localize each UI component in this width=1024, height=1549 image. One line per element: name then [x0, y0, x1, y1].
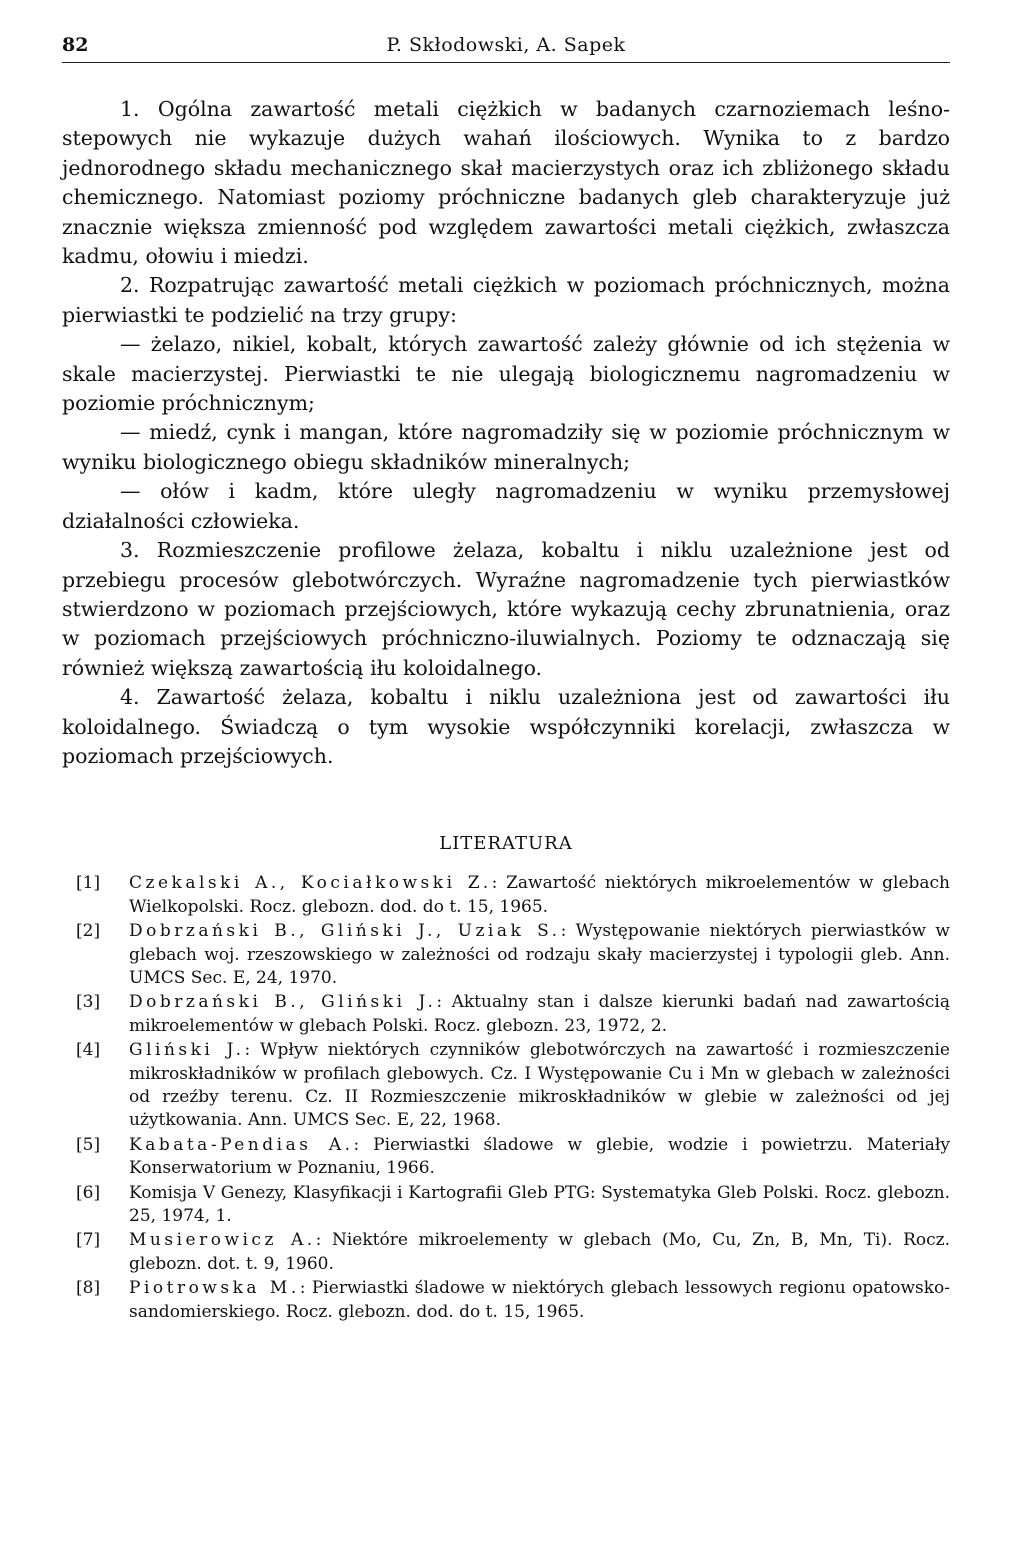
reference-number: [7]: [76, 1230, 101, 1251]
reference-text: : Pierwiastki śladowe w glebie, wodzie i powietrzu. Materiały Konserwatorium w Poznaniu, 1966.: [129, 1134, 951, 1179]
reference-number: [6]: [76, 1182, 101, 1203]
reference-item: [62, 1229, 950, 1276]
page: [62, 28, 950, 1325]
reference-number: [5]: [76, 1134, 101, 1155]
literature-title: LITERATURA: [439, 833, 573, 855]
reference-author: Gliński J.: [129, 1040, 245, 1061]
reference-author: Dobrzański B., Gliński J., Uziak S.: [129, 921, 561, 942]
reference-text: : Występowanie niektórych pierwiastków w glebach woj. rzeszowskiego w zależności od rodzaju skały macierzystej i typologii gleb. Ann. UMCS Sec. E, 24, 1970.: [129, 921, 950, 988]
reference-item: [62, 1039, 950, 1133]
running-head: [62, 28, 950, 63]
reference-list: [62, 872, 950, 1324]
reference-text: : Wpływ niektórych czynników glebotwórczych na zawartość i rozmieszczenie mikroskładników w profilach glebowych. Cz. I Występowanie Cu i Mn w glebach w zależności od rzeźby terenu. Cz. II Rozmieszczenie mikroskładników w glebie w zależności od jej użytkowania. Ann. UMCS Sec. E, 22, 1968.: [129, 1040, 950, 1131]
conclusion-1: 1. Ogólna zawartość metali ciężkich w badanych czarnoziemach leśno-stepowych nie wykazuje dużych wahań ilościowych. Wynika to z bardzo jednorodnego składu mechanicznego skał macierzystych oraz ich zbliżonego składu chemicznego. Natomiast poziomy próchniczne badanych gleb charakteryzuje już znacznie większa zmienność pod względem zawartości metali ciężkich, zwłaszcza kadmu, ołowiu i miedzi.: [62, 97, 950, 269]
conclusion-3: 3. Rozmieszczenie profilowe żelaza, kobaltu i niklu uzależnione jest od przebiegu procesów glebotwórczych. Wyraźne nagromadzenie tych pierwiastków stwierdzono w poziomach przejściowych, które wykazują cechy zbrunatnienia, oraz w poziomach przejściowych próchniczno-iluwialnych. Poziomy te odznaczają się również większą zawartością iłu koloidalnego.: [62, 538, 950, 680]
reference-text: : Zawartość niektórych mikroelementów w glebach Wielkopolski. Rocz. glebozn. dod. do t. 15, 1965.: [129, 873, 950, 917]
reference-text: : Pierwiastki śladowe w niektórych glebach lessowych regionu opatowsko-sandomierskiego. Rocz. glebozn. dod. do t. 15, 1965.: [129, 1278, 951, 1322]
reference-number: [4]: [76, 1040, 101, 1061]
reference-author: Dobrzański B., Gliński J.: [129, 992, 437, 1013]
conclusions-section: [62, 95, 950, 771]
conclusion-4: 4. Zawartość żelaza, kobaltu i niklu uzależniona jest od zawartości iłu koloidalnego. Świadczą o tym wysokie współczynniki korelacji, zwłaszcza w poziomach przejściowych.: [62, 685, 950, 768]
reference-item: [62, 1134, 950, 1181]
reference-author: Musierowicz A.: [129, 1230, 316, 1251]
reference-item: [62, 872, 950, 919]
header-authors: P. Skłodowski, A. Sapek: [386, 34, 626, 56]
reference-number: [3]: [76, 992, 101, 1013]
reference-item: [62, 991, 950, 1038]
conclusion-2-group-copper: — miedź, cynk i mangan, które nagromadziły się w poziomie próchnicznym w wyniku biologicznego obiegu składników mineralnych;: [62, 420, 950, 474]
reference-item: [62, 1182, 950, 1229]
reference-author: Piotrowska M.: [129, 1278, 300, 1299]
conclusion-2-group-iron: — żelazo, nikiel, kobalt, których zawartość zależy głównie od ich stężenia w skale macierzystej. Pierwiastki te nie ulegają biologicznemu nagromadzeniu w poziomie próchnicznym;: [62, 332, 950, 416]
reference-item: [62, 920, 950, 990]
reference-number: [8]: [76, 1278, 101, 1299]
reference-item: [62, 1277, 950, 1324]
conclusion-2-group-lead: — ołów i kadm, które uległy nagromadzeniu w wyniku przemysłowej działalności człowieka.: [62, 479, 950, 533]
conclusion-2: 2. Rozpatrując zawartość metali ciężkich w poziomach próchnicznych, można pierwiastki te podzielić na trzy grupy:: [62, 273, 950, 327]
reference-number: [2]: [76, 921, 101, 942]
reference-author: Kabata-Pendias A.: [129, 1134, 354, 1155]
reference-number: [1]: [76, 873, 101, 894]
reference-author: Czekalski A., Kociałkowski Z.: [129, 873, 492, 894]
page-number: 82: [62, 34, 89, 56]
reference-text: Komisja V Genezy, Klasyfikacji i Kartografii Gleb PTG: Systematyka Gleb Polski. Rocz. glebozn. 25, 1974, 1.: [129, 1182, 950, 1227]
reference-text: : Niektóre mikroelementy w glebach (Mo, Cu, Zn, B, Mn, Ti). Rocz. glebozn. dot. t. 9, 1960.: [129, 1230, 950, 1274]
reference-text: : Aktualny stan i dalsze kierunki badań nad zawartością mikroelementów w glebach Polski. Rocz. glebozn. 23, 1972, 2.: [129, 992, 951, 1036]
